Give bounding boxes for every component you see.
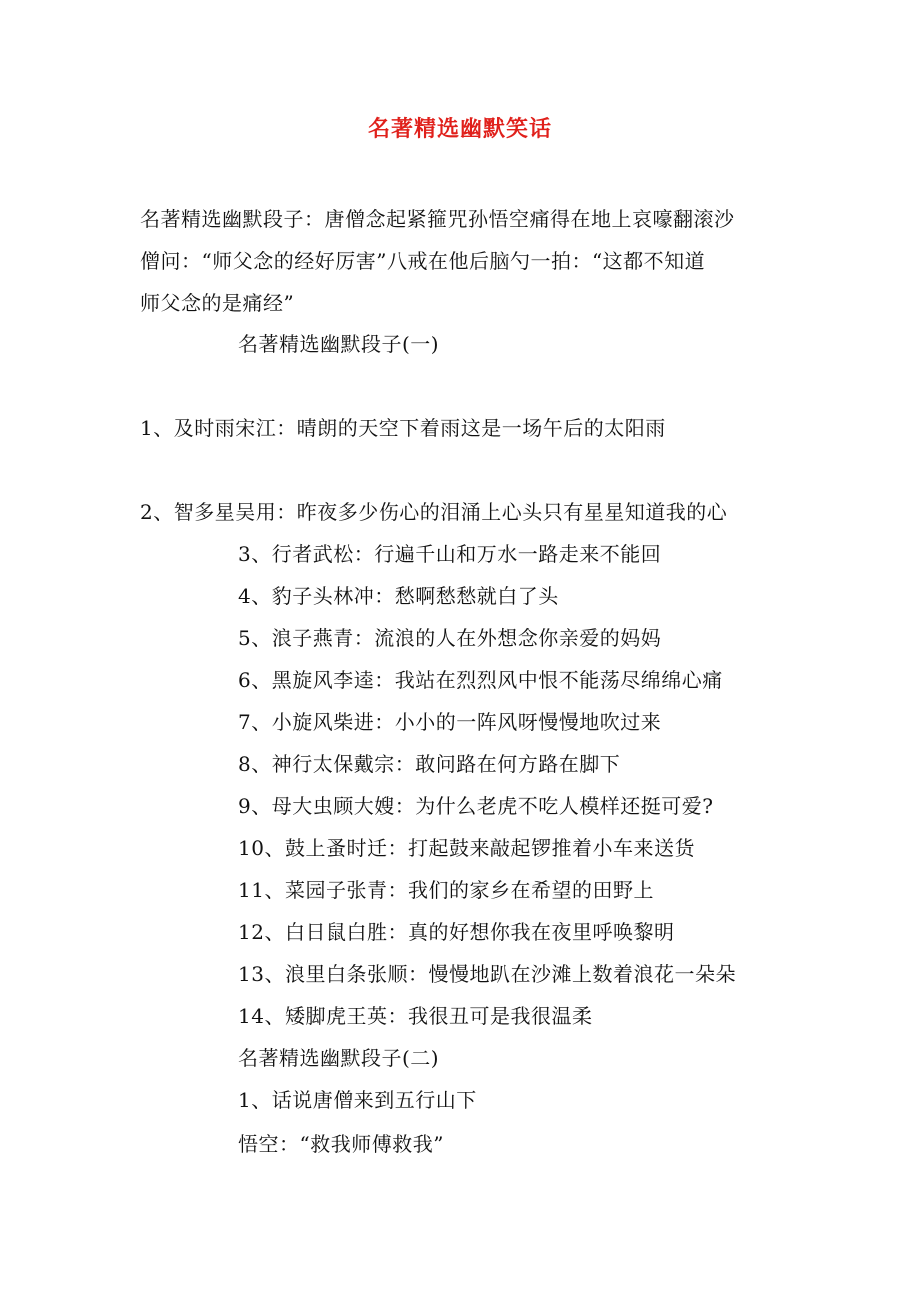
list-item: 1、及时雨宋江：晴朗的天空下着雨这是一场午后的太阳雨: [140, 416, 666, 440]
list-item: 悟空：“救我师傅救我”: [238, 1132, 444, 1156]
list-item: 8、神行太保戴宗：敢问路在何方路在脚下: [238, 752, 621, 776]
list-item: 6、黑旋风李逵：我站在烈烈风中恨不能荡尽绵绵心痛: [238, 668, 723, 692]
list-item: 3、行者武松：行遍千山和万水一路走来不能回: [238, 542, 662, 566]
document-title: 名著精选幽默笑话: [367, 116, 552, 142]
intro-paragraph: [140, 198, 790, 324]
intro-line-2: 僧问：“师父念的经好厉害”八戒在他后脑勺一拍：“这都不知道: [140, 249, 706, 273]
list-item: 11、菜园子张青：我们的家乡在希望的田野上: [238, 878, 654, 902]
list-item: 10、鼓上蚤时迁：打起鼓来敲起锣推着小车来送货: [238, 836, 695, 860]
section-2-heading: 名著精选幽默段子(二): [238, 1046, 440, 1070]
intro-line-3: 师父念的是痛经”: [140, 291, 295, 315]
list-item: 2、智多星吴用：昨夜多少伤心的泪涌上心头只有星星知道我的心: [140, 500, 728, 524]
list-item: 4、豹子头林冲：愁啊愁愁就白了头: [238, 584, 559, 608]
list-item: 9、母大虫顾大嫂：为什么老虎不吃人模样还挺可爱?: [238, 794, 714, 818]
intro-line-1: 名著精选幽默段子：唐僧念起紧箍咒孙悟空痛得在地上哀嚎翻滚沙: [140, 207, 735, 231]
list-item: 14、矮脚虎王英：我很丑可是我很温柔: [238, 1004, 593, 1028]
list-item: 5、浪子燕青：流浪的人在外想念你亲爱的妈妈: [238, 626, 662, 650]
list-item: 1、话说唐僧来到五行山下: [238, 1088, 477, 1112]
section-1-heading: 名著精选幽默段子(一): [238, 332, 440, 356]
list-item: 7、小旋风柴进：小小的一阵风呀慢慢地吹过来: [238, 710, 662, 734]
list-item: 13、浪里白条张顺：慢慢地趴在沙滩上数着浪花一朵朵: [238, 962, 736, 986]
list-item: 12、白日鼠白胜：真的好想你我在夜里呼唤黎明: [238, 920, 675, 944]
